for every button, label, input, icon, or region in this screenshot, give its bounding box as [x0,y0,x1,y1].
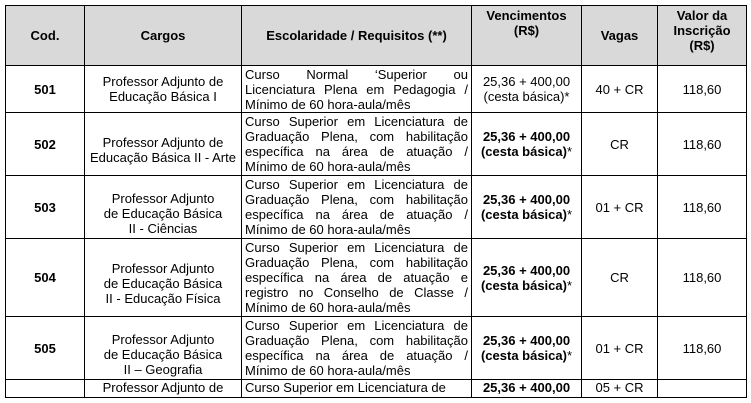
cell-valor: 118,60 [658,317,747,380]
cell-requisitos: Curso Superior em Licenciatura de Graduação Plena, com habilitação específica na área de atuação e registro no Conselho de Classe / Mínimo de 60 hora-aula/mês [242,239,472,317]
table-row [6,113,747,176]
cell-vagas: CR [582,113,658,176]
header-vagas: Vagas [582,6,658,66]
cell-cargo: Professor Adjunto de Educação Básica II – Geografia [85,317,242,380]
cell-cargo: Professor Adjunto de Educação Básica I [85,66,242,113]
cell-valor: 118,60 [658,239,747,317]
cell-vencimentos: 25,36 + 400,00 (cesta básica)* [472,66,582,113]
cell-cargo: Professor Adjunto de Educação Básica II - Educação Física [85,239,242,317]
header-vencimentos: Vencimentos (R$) [472,6,582,66]
cell-valor: 118,60 [658,66,747,113]
cell-cod: 501 [6,66,85,113]
cell-cod [6,380,85,398]
cell-valor: 118,60 [658,176,747,239]
cell-vencimentos: 25,36 + 400,00 (cesta básica)* [472,239,582,317]
header-row [6,6,747,66]
cell-vagas: 40 + CR [582,66,658,113]
cell-cod: 504 [6,239,85,317]
cell-vagas: 05 + CR [582,380,658,398]
cell-vagas: CR [582,239,658,317]
cell-vagas: 01 + CR [582,176,658,239]
cell-vencimentos: 25,36 + 400,00 (cesta básica)* [472,113,582,176]
cell-cod: 502 [6,113,85,176]
cell-requisitos: Curso Superior em Licenciatura de Graduação Plena, com habilitação específica na área de atuação / Mínimo de 60 hora-aula/mês [242,176,472,239]
cell-vencimentos: 25,36 + 400,00 (cesta básica)* [472,176,582,239]
cell-cargo: Professor Adjunto de Educação Básica II - Ciências [85,176,242,239]
cell-requisitos: Curso Superior em Licenciatura de Graduação Plena, com habilitação específica na área de atuação / Mínimo de 60 hora-aula/mês [242,113,472,176]
cell-cargo: Professor Adjunto de [85,380,242,398]
cell-requisitos: Curso Superior em Licenciatura de Graduação Plena, com habilitação específica na área de atuação / Mínimo de 60 hora-aula/mês [242,317,472,380]
cell-requisitos: Curso Superior em Licenciatura de [242,380,472,398]
header-escolaridade: Escolaridade / Requisitos (**) [242,6,472,66]
cell-valor [658,380,747,398]
table-row [6,66,747,113]
header-valor-inscricao: Valor da Inscrição (R$) [658,6,747,66]
cell-cargo: Professor Adjunto de Educação Básica II - Arte [85,113,242,176]
header-cargos: Cargos [85,6,242,66]
table-row [6,239,747,317]
cell-cod: 505 [6,317,85,380]
header-cod: Cod. [6,6,85,66]
cell-cod: 503 [6,176,85,239]
table-row [6,176,747,239]
cell-vencimentos: 25,36 + 400,00 [472,380,582,398]
cell-valor: 118,60 [658,113,747,176]
table-row [6,380,747,398]
table-row [6,317,747,380]
cargos-table [5,5,747,398]
cell-vencimentos: 25,36 + 400,00 (cesta básica)* [472,317,582,380]
cell-vagas: 01 + CR [582,317,658,380]
cell-requisitos: Curso Normal ‘Superior ou Licenciatura Plena em Pedagogia / Mínimo de 60 hora-aula/mês [242,66,472,113]
